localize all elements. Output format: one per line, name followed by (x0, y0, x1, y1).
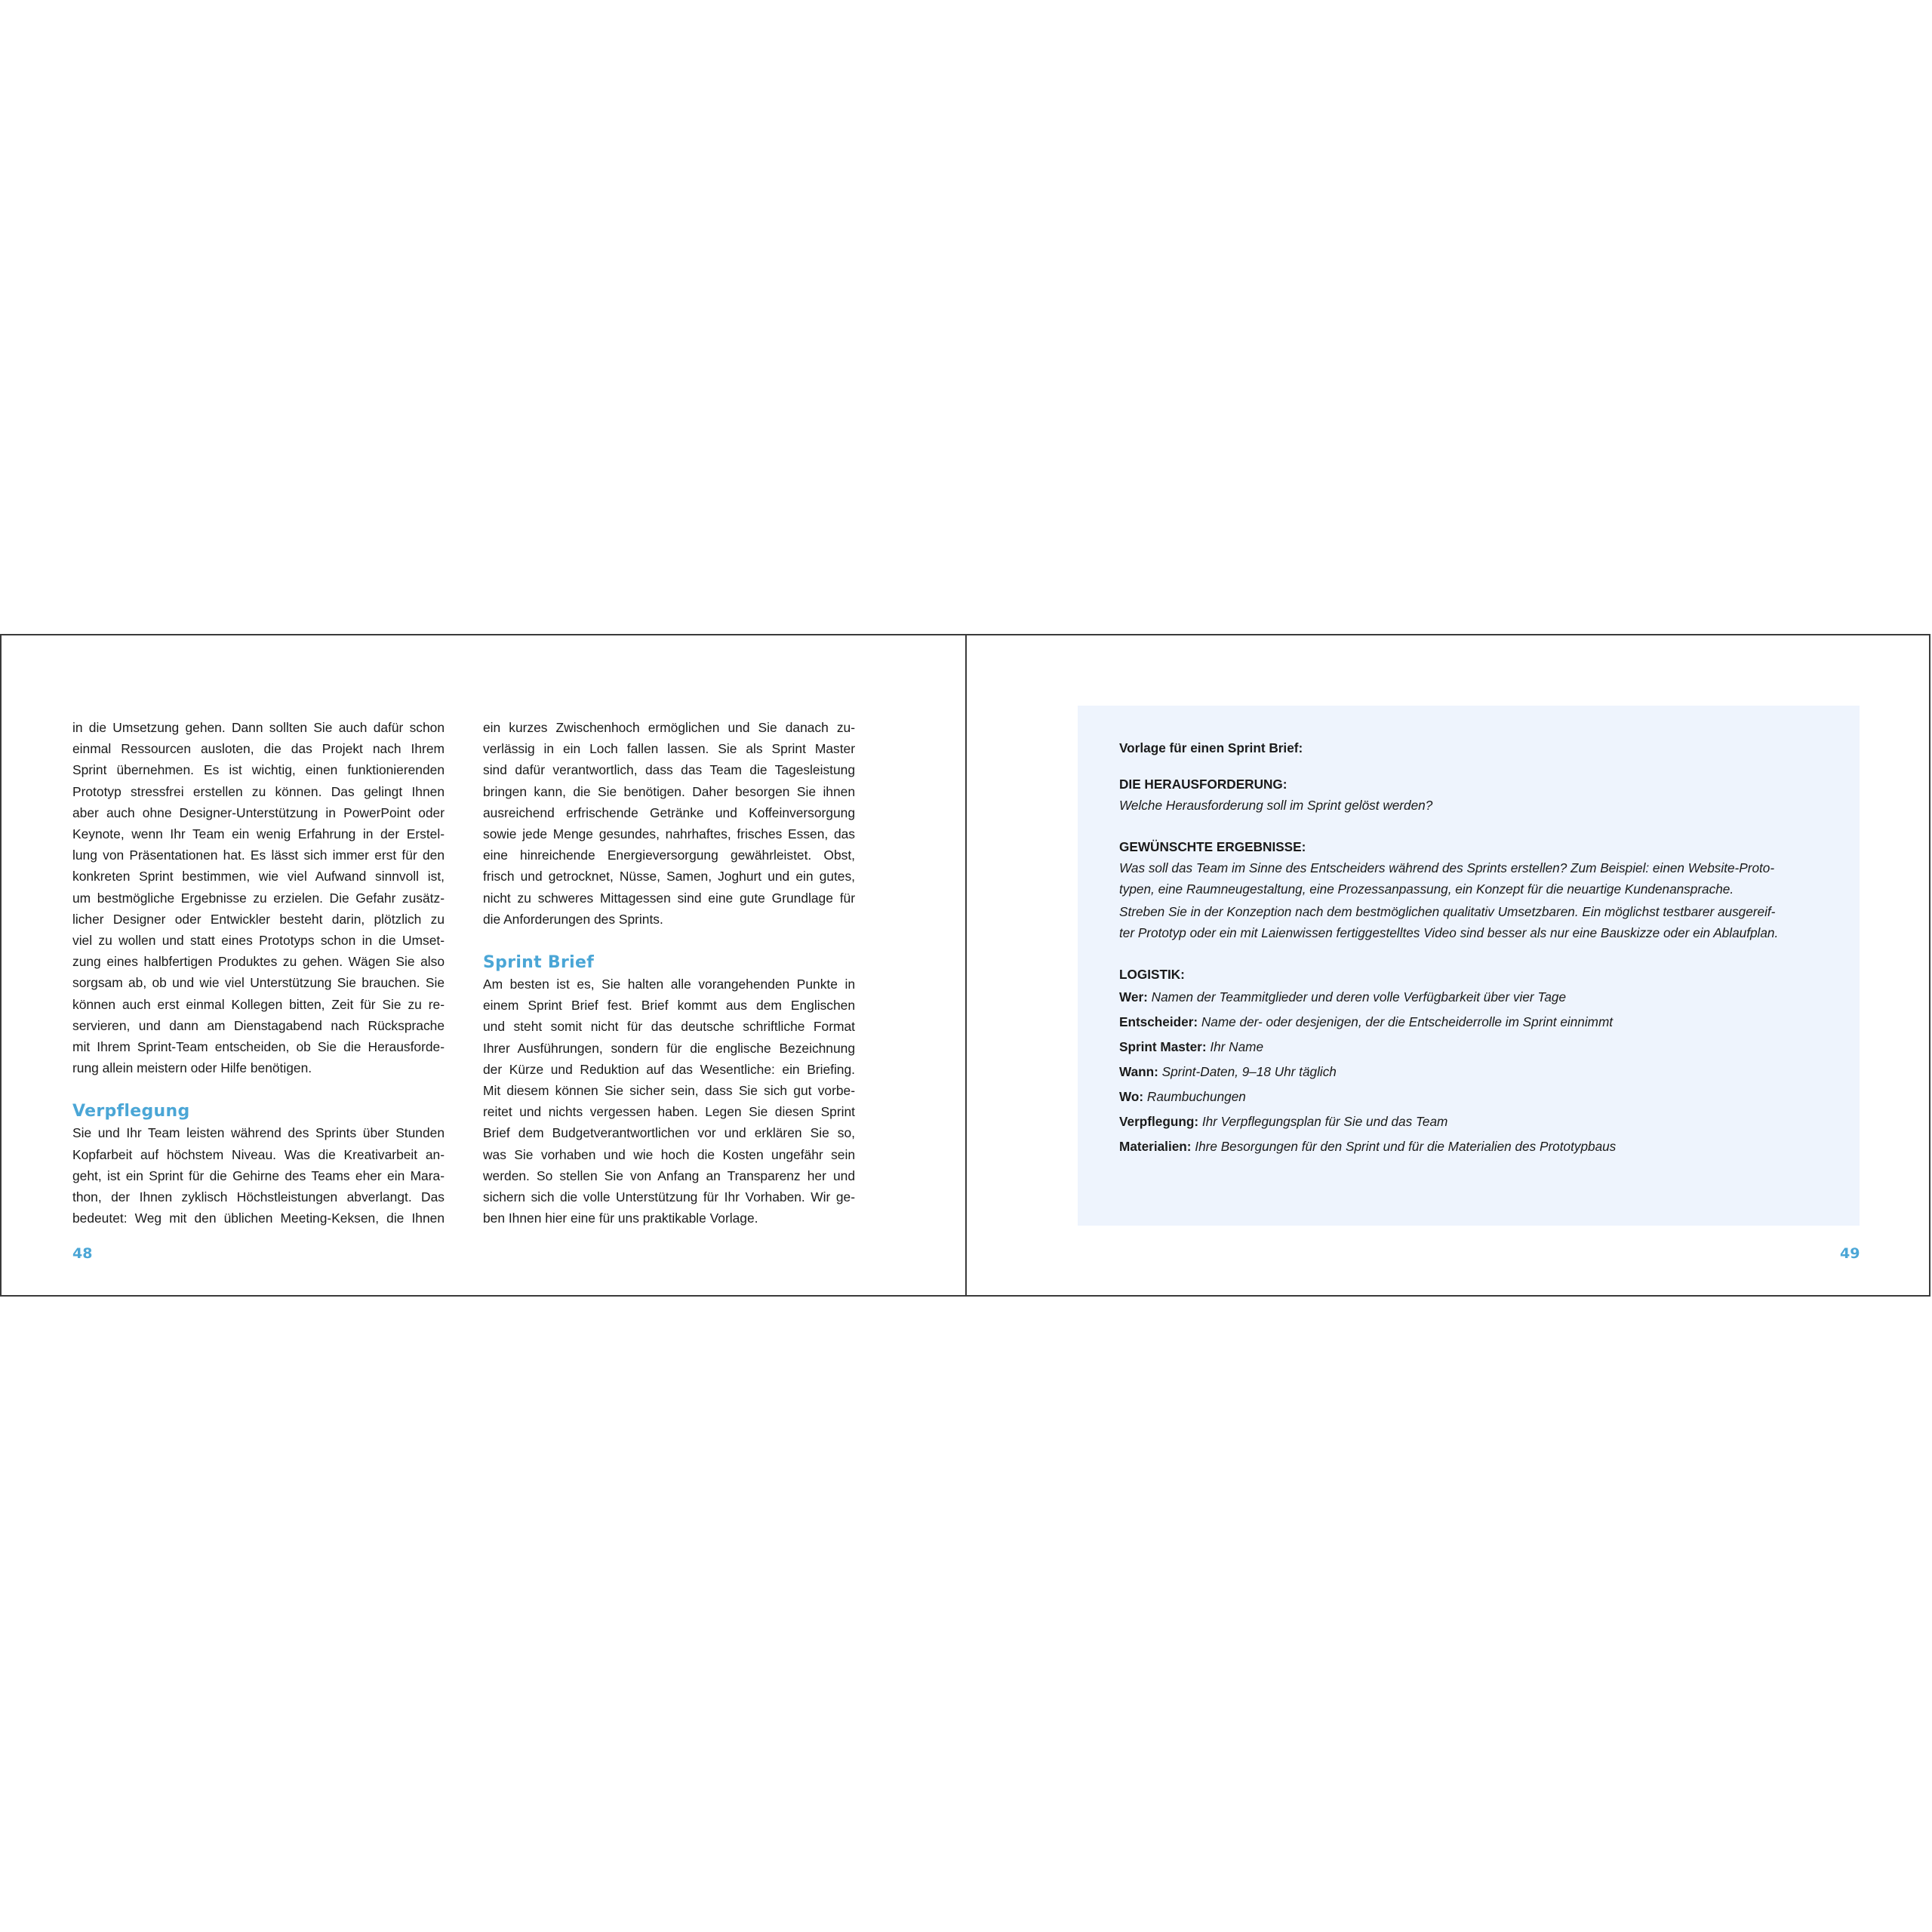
results-line: typen, eine Raumneugestaltung, eine Prozessanpassung, ein Konzept für die neuartige Kundenansprache. (1119, 881, 1734, 897)
logistics-value: Ihr Name (1210, 1039, 1264, 1054)
logistics-label: Wer: (1119, 989, 1148, 1004)
logistics-label: Materialien: (1119, 1139, 1192, 1154)
text-line: einem Sprint Brief fest. Brief kommt aus dem Englischen (483, 998, 855, 1014)
page-gutter (965, 634, 967, 1297)
text-line: Ihrer Ausführungen, sondern für die englische Bezeichnung (483, 1040, 855, 1056)
logistics-row-wer (1119, 986, 1821, 1008)
page-number-right: 49 (1840, 1245, 1860, 1262)
logistics-row-verpflegung (1119, 1111, 1821, 1132)
paragraph (72, 717, 445, 1078)
text-line: ben Ihnen hier eine für uns praktikable Vorlage. (483, 1211, 758, 1226)
text-line: Sie und Ihr Team leisten während des Sprints über Stunden (72, 1125, 445, 1141)
text-line: ausreichend erfrischende Getränke und Koffeinversorgung (483, 804, 855, 820)
text-line: nicht zu schweres Mittagessen sind eine gute Grundlage für (483, 890, 855, 906)
text-line: Brief dem Budgetverantwortlichen vor und erklären Sie so, (483, 1125, 855, 1141)
logistics-row-wann (1119, 1061, 1821, 1082)
text-line: Kopfarbeit auf höchstem Niveau. Was die Kreativarbeit an- (72, 1146, 445, 1162)
text-line: in die Umsetzung gehen. Dann sollten Sie auch dafür schon (72, 720, 445, 735)
sprint-brief-template-box (1078, 706, 1860, 1226)
text-line: Am besten ist es, Sie halten alle vorangehenden Punkte in (483, 977, 855, 992)
text-line: reitet und nichts vergessen haben. Legen Sie diesen Sprint (483, 1104, 855, 1120)
logistics-label: Entscheider: (1119, 1014, 1198, 1029)
paragraph (483, 974, 855, 1229)
left-column-1 (72, 717, 445, 1229)
logistics-value: Ihr Verpflegungsplan für Sie und das Team (1201, 1114, 1448, 1129)
text-line: die Anforderungen des Sprints. (483, 911, 663, 927)
paragraph (483, 717, 855, 930)
text-line: aber auch ohne Designer-Unterstützung in PowerPoint oder (72, 804, 445, 820)
text-line: rung allein meistern oder Hilfe benötigen. (72, 1060, 312, 1076)
logistics-row-sprint-master (1119, 1036, 1821, 1057)
text-line: mit Ihrem Sprint-Team entscheiden, ob Sie die Herausforde- (72, 1039, 445, 1055)
logistics-value: Ihre Besorgungen für den Sprint und für die Materialien des Prototypbaus (1195, 1139, 1617, 1154)
challenge-heading: DIE HERAUSFORDERUNG: (1119, 777, 1287, 792)
text-line: bedeutet: Weg mit den üblichen Meeting-Keksen, die Ihnen (72, 1211, 445, 1226)
text-line: sowie jede Menge gesundes, nahrhaftes, frisches Essen, das (483, 826, 855, 842)
text-line: thon, der Ihnen zyklisch Höchstleistungen abverlangt. Das (72, 1189, 445, 1205)
text-line: eine hinreichende Energieversorgung gewährleistet. Obst, (483, 848, 855, 863)
text-line: der Kürze und Reduktion auf das Wesentliche: ein Briefing. (483, 1061, 855, 1077)
text-line: Mit diesem können Sie sicher sein, dass Sie sich gut vorbe- (483, 1083, 855, 1099)
results-text (1119, 857, 1821, 943)
text-line: ein kurzes Zwischenhoch ermöglichen und Sie danach zu- (483, 720, 855, 735)
left-column-2 (483, 717, 855, 1229)
page-number-left: 48 (72, 1245, 93, 1262)
text-line: sorgsam ab, ob und wie viel Unterstützung Sie brauchen. Sie (72, 975, 445, 991)
section-heading-sprint-brief: Sprint Brief (483, 953, 595, 973)
logistics-value: Name der- oder desjenigen, der die Entscheiderrolle im Sprint einnimmt (1201, 1014, 1614, 1029)
logistics-row-entscheider (1119, 1011, 1821, 1032)
logistics-row-materialien (1119, 1136, 1821, 1157)
text-line: und steht somit nicht für das deutsche schriftliche Format (483, 1019, 855, 1035)
box-title: Vorlage für einen Sprint Brief: (1119, 740, 1303, 755)
text-line: frisch und getrocknet, Nüsse, Samen, Joghurt und ein gutes, (483, 869, 855, 884)
text-line: können auch erst einmal Kollegen bitten, Zeit für Sie zu re- (72, 996, 445, 1012)
text-line: einmal Ressourcen ausloten, die das Projekt nach Ihrem (72, 741, 445, 757)
logistics-label: Wo: (1119, 1089, 1144, 1104)
text-line: sichern sich die volle Unterstützung für Ihr Vorhaben. Wir ge- (483, 1189, 855, 1205)
challenge-text: Welche Herausforderung soll im Sprint gelöst werden? (1119, 798, 1433, 813)
logistics-label: Wann: (1119, 1064, 1158, 1079)
logistics-list (1119, 986, 1821, 1157)
results-line: Streben Sie in der Konzeption nach dem bestmöglichen qualitativ Umsetzbaren. Ein möglichst testbarer ausgereif- (1119, 904, 1776, 919)
text-line: licher Designer oder Entwickler besteht darin, plötzlich zu (72, 911, 445, 927)
results-line: ter Prototyp oder ein mit Laienwissen fertiggestelltes Video sind besser als nur eine Bauskizze oder ein Ablaufplan. (1119, 925, 1779, 940)
text-line: sind dafür verantwortlich, dass das Team die Tagesleistung (483, 762, 855, 778)
text-line: Prototyp stressfrei erstellen zu können. Das gelingt Ihnen (72, 783, 445, 799)
text-line: verlässig in ein Loch fallen lassen. Sie als Sprint Master (483, 741, 855, 757)
logistics-heading: LOGISTIK: (1119, 967, 1185, 982)
section-heading-verpflegung: Verpflegung (72, 1102, 190, 1121)
text-line: servieren, und dann am Dienstagabend nach Rücksprache (72, 1017, 445, 1033)
paragraph (72, 1122, 445, 1229)
text-line: Keynote, wenn Ihr Team ein wenig Erfahrung in der Erstel- (72, 826, 445, 842)
logistics-value: Namen der Teammitglieder und deren volle Verfügbarkeit über vier Tage (1151, 989, 1567, 1004)
logistics-value: Raumbuchungen (1146, 1089, 1246, 1104)
results-heading: GEWÜNSCHTE ERGEBNISSE: (1119, 839, 1306, 854)
results-line: Was soll das Team im Sinne des Entscheiders während des Sprints erstellen? Zum Beispiel: einen Website-Proto- (1119, 860, 1775, 875)
text-line: um bestmögliche Ergebnisse zu erzielen. Die Gefahr zusätz- (72, 890, 445, 906)
text-line: viel zu wollen und statt eines Prototyps schon in die Umset- (72, 933, 445, 949)
text-line: Sprint übernehmen. Es ist wichtig, einen funktionierenden (72, 762, 445, 778)
logistics-label: Verpflegung: (1119, 1114, 1199, 1129)
text-line: lung von Präsentationen hat. Es lässt sich immer erst für den (72, 848, 445, 863)
text-line: konkreten Sprint bestimmen, wie viel Aufwand sinnvoll ist, (72, 869, 445, 884)
logistics-label: Sprint Master: (1119, 1039, 1207, 1054)
logistics-value: Sprint-Daten, 9–18 Uhr täglich (1161, 1064, 1337, 1079)
text-line: zung eines halbfertigen Produktes zu gehen. Wägen Sie also (72, 954, 445, 970)
text-line: geht, ist ein Sprint für die Gehirne des Teams eher ein Mara- (72, 1168, 445, 1183)
text-line: werden. So stellen Sie von Anfang an Transparenz her und (483, 1168, 855, 1183)
text-line: bringen kann, die Sie benötigen. Daher besorgen Sie ihnen (483, 783, 855, 799)
logistics-row-wo (1119, 1086, 1821, 1107)
text-line: was Sie vorhaben und wie hoch die Kosten ungefähr sein (483, 1146, 855, 1162)
